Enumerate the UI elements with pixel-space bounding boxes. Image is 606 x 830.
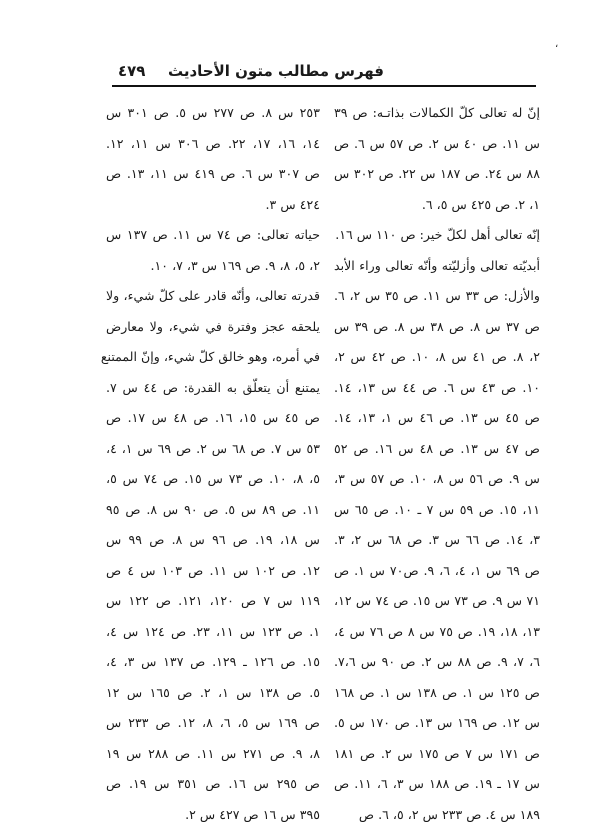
index-line: ١٢. ص ١٠٢ س ١١. ص ١٠٣ س ٤ ص	[106, 556, 320, 587]
index-line: ١٤، ١٦، ١٧، ٢٢. ص ٣٠٦ س ١١، ١٢.	[106, 129, 320, 160]
index-line: ٨٨ س ٢٤. ص ١٨٧ س ٢٢. ص ٣٠٢ س	[334, 159, 540, 190]
index-line: ٢٥٣ س ٨. ص ٢٧٧ س ٥. ص ٣٠١ س	[106, 98, 320, 129]
page-number: ٤٧٩	[118, 62, 145, 80]
index-line: ص ٤٥ س ١٣. ص ٤٦ س ١، ١٣، ١٤.	[334, 403, 540, 434]
index-line: س ١١. ص ٤٠ س ٢. ص ٥٧ س ٦. ص	[334, 129, 540, 160]
index-line: س ١٧ ـ ١٩. ص ١٨٨ س ٣، ٦، ١١. ص	[334, 769, 540, 800]
index-line: ٢، ٥، ٨، ٩. ص ١٦٩ س ٣، ٧، ١٠.	[106, 251, 320, 282]
index-line: والأزل: ص ٣٣ س ١١. ص ٣٥ س ٢، ٦.	[334, 281, 540, 312]
index-column-left	[106, 98, 320, 758]
index-line: س ١٨، ١٩. ص ٩٦ س ٨. ص ٩٩ س	[106, 525, 320, 556]
index-column-right	[334, 98, 540, 758]
index-line: ص ٤٧ س ١٣. ص ٤٨ س ١٦. ص ٥٢	[334, 434, 540, 465]
index-line: ١، ٢. ص ٤٢٥ س ٥، ٦.	[334, 190, 540, 221]
index-line: س ١٢. ص ١٦٩ س ١٣. ص ١٧٠ س ٥.	[334, 708, 540, 739]
index-line: ص ١٧١ س ٧ ص ١٧٥ س ٢. ص ١٨١	[334, 739, 540, 770]
index-line: ١٥. ص ١٢٦ ـ ١٢٩. ص ١٣٧ س ٣، ٤،	[106, 647, 320, 678]
index-line: ١١، ١٥. ص ٥٩ س ٧ ـ ١٠. ص ٦٥ س	[334, 495, 540, 526]
index-line: ٦، ٧، ٩. ص ٨٨ س ٢. ص ٩٠ س ٧،٦.	[334, 647, 540, 678]
index-line: ٥، ٨، ١٠. ص ٧٣ س ١٥. ص ٧٤ س ٥،	[106, 464, 320, 495]
index-line: ٥. ص ١٣٨ س ١، ٢. ص ١٦٥ س ١٢	[106, 678, 320, 709]
index-line: قدرته تعالى، وأنّه قادر على كلّ شيء، ولا	[106, 281, 320, 312]
index-line: ص ٣٠٧ س ٦. ص ٤١٩ س ١١، ١٣. ص	[106, 159, 320, 190]
index-line: ٥٣ س ٧. ص ٦٨ س ٢. ص ٦٩ س ١، ٤،	[106, 434, 320, 465]
index-line: ص ٤٥ س ١٥، ١٦. ص ٤٨ س ١٧. ص	[106, 403, 320, 434]
index-line: حياته تعالى: ص ٧٤ س ١١. ص ١٣٧ س	[106, 220, 320, 251]
index-line: إنّه تعالى أهل لكلّ خير: ص ١١٠ س ١٦.	[334, 220, 540, 251]
index-line: ٣٩٥ س ١٦ ص ٤٢٧ س ٢.	[106, 800, 320, 830]
page-header	[112, 61, 536, 87]
index-line: إنّ له تعالى كلّ الكمالات بذاتـه: ص ٣٩	[334, 98, 540, 129]
index-line: ٧١ س ٩. ص ٧٣ س ١٥. ص ٧٤ س ١٢،	[334, 586, 540, 617]
index-line: ١١. ص ٨٩ س ٥. ص ٩٠ س ٨. ص ٩٥	[106, 495, 320, 526]
index-line: ١٣، ١٨، ١٩. ص ٧٥ س ٨ ص ٧٦ س ٤،	[334, 617, 540, 648]
index-line: ص ٦٩ س ١، ٤، ٦، ٩. ص٧٠ س ١. ص	[334, 556, 540, 587]
index-line: ٨، ٩. ص ٢٧١ س ١١. ص ٢٨٨ س ١٩	[106, 739, 320, 770]
index-line: ٢، ٨. ص ٤١ س ٨، ١٠. ص ٤٢ س ٢،	[334, 342, 540, 373]
page-title: فهرس مطالب متون الأحاديث	[168, 62, 384, 80]
index-line: س ٩. ص ٥٦ س ٨، ١٠. ص ٥٧ س ٣،	[334, 464, 540, 495]
index-line: ٣، ١٤. ص ٦٦ س ٣. ص ٦٨ س ٢، ٣.	[334, 525, 540, 556]
index-line: أبديّته تعالى وأزليّته وأنّه تعالى وراء الأبد	[334, 251, 540, 282]
index-line: ص ٢٩٥ س ١٦. ص ٣٥١ س ١٩. ص	[106, 769, 320, 800]
corner-mark: ،	[555, 40, 558, 50]
index-line: ص ٣٧ س ٨. ص ٣٨ س ٨. ص ٣٩ س	[334, 312, 540, 343]
index-line: ١٨٩ س ٤. ص ٢٣٣ س ٢، ٥، ٦. ص	[334, 800, 540, 830]
index-line: ص ١٦٩ س ٥، ٦، ٨، ١٢. ص ٢٣٣ س	[106, 708, 320, 739]
index-line: ١. ص ١٢٣ س ١١، ٢٣. ص ١٢٤ س ٤،	[106, 617, 320, 648]
index-line: ١٠. ص ٤٣ س ٦. ص ٤٤ س ١٣، ١٤.	[334, 373, 540, 404]
index-line: ١١٩ س ٧ ص ١٢٠، ١٢١. ص ١٢٢ س	[106, 586, 320, 617]
index-line: يلحقه عجز وفترة في شيء، ولا معارض	[106, 312, 320, 343]
index-line: في أمره، وهو خالق كلّ شيء، وإنّ الممتنع	[106, 342, 320, 373]
index-line: ص ١٢٥ س ١. ص ١٣٨ س ١. ص ١٦٨	[334, 678, 540, 709]
index-line: يمتنع أن يتعلّق به القدرة: ص ٤٤ س ٧.	[106, 373, 320, 404]
index-line: ٤٢٤ س ٣.	[106, 190, 320, 221]
